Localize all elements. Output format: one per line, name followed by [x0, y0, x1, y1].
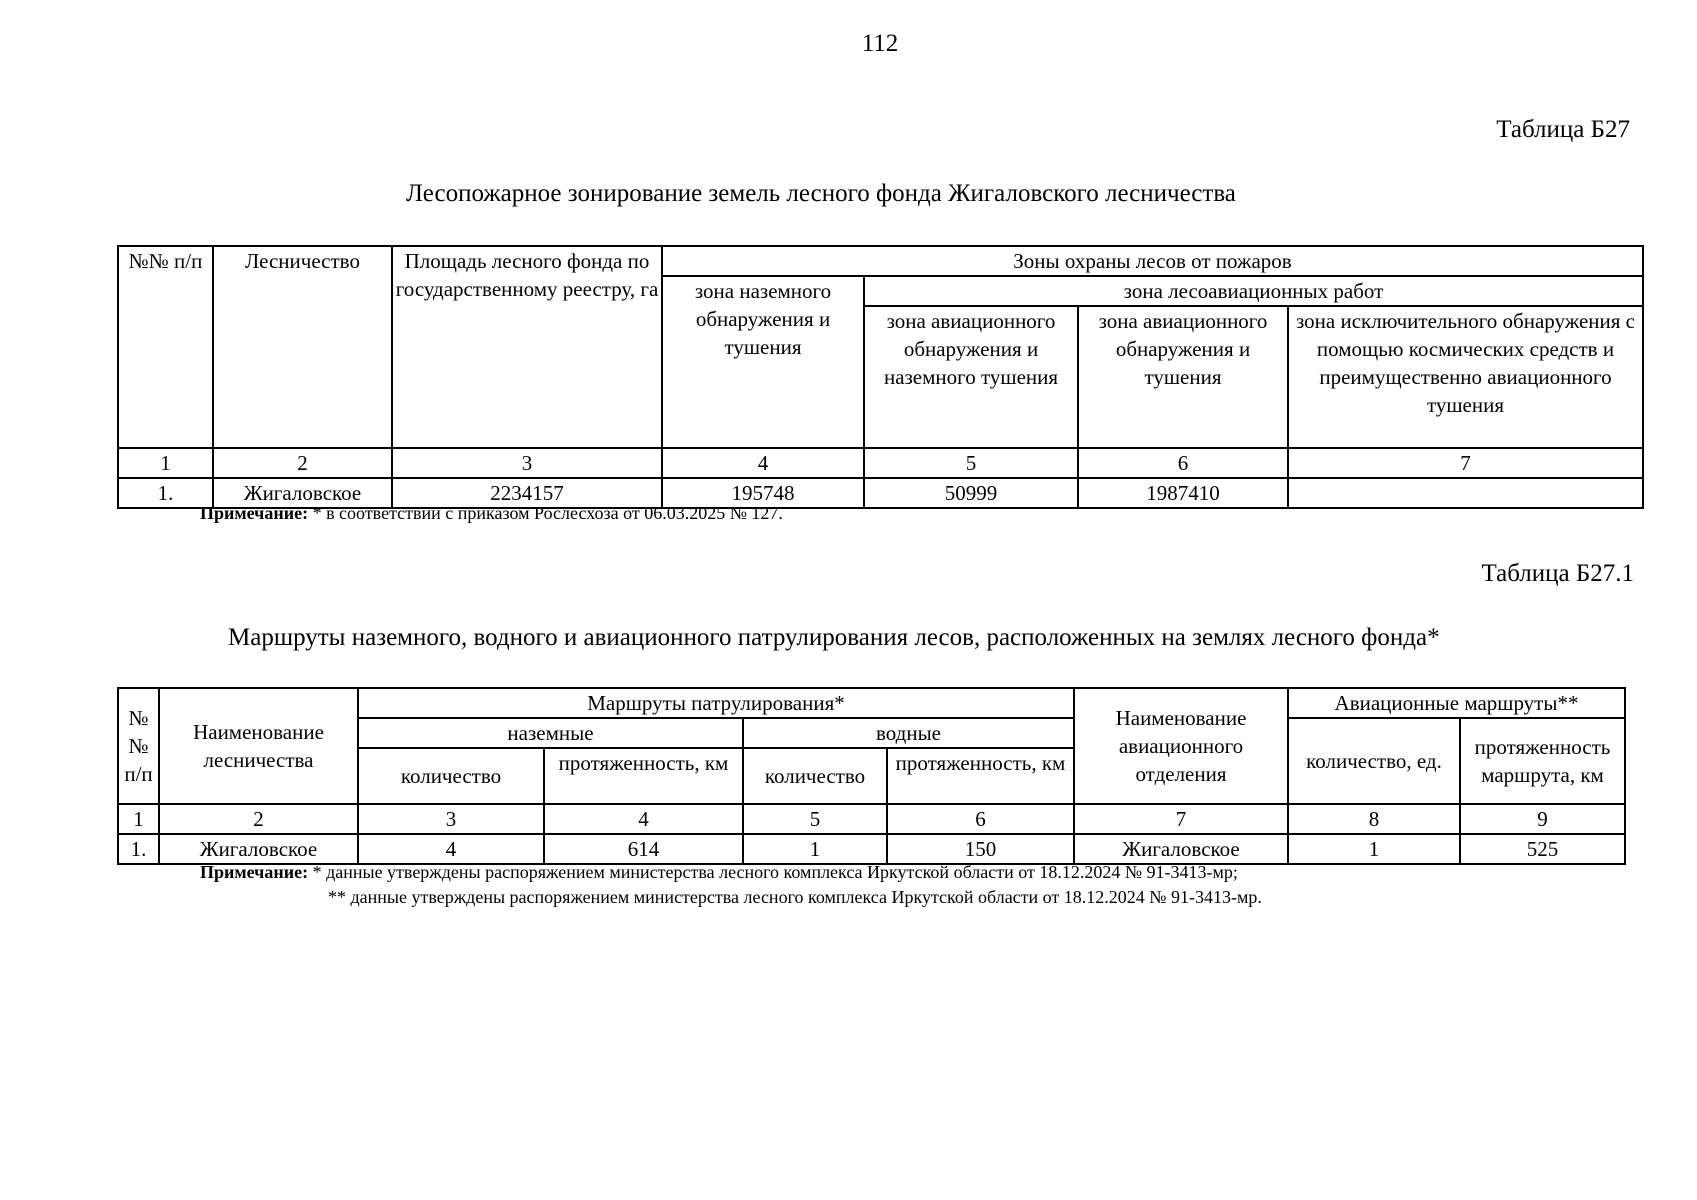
column-number-row — [118, 448, 1643, 478]
header-water-group: водные — [743, 718, 1074, 748]
header-ground-count: количество — [358, 748, 544, 804]
header-aviation-group: зона лесоавиационных работ — [864, 276, 1643, 306]
header-ground-zone: зона наземного обнаружения и тушения — [662, 276, 864, 448]
col-number: 6 — [1078, 448, 1288, 478]
header-water-count: количество — [743, 748, 887, 804]
table-cell: 1987410 — [1078, 478, 1288, 508]
table-cell: 1 — [1288, 834, 1460, 864]
col-number: 2 — [159, 804, 358, 834]
header-patrol-group: Маршруты патрулирования* — [358, 688, 1074, 718]
col-number: 5 — [864, 448, 1078, 478]
header-num: №№ п/п — [118, 246, 213, 448]
col-number: 1 — [118, 448, 213, 478]
table-title: Маршруты наземного, водного и авиационного патрулирования лесов, расположенных на землях лесного фонда* — [228, 624, 1440, 651]
header-num: № № п/п — [118, 688, 159, 804]
col-number: 3 — [392, 448, 662, 478]
page-number: 112 — [861, 30, 899, 57]
fire-zoning-table — [117, 245, 1644, 509]
table-cell: 50999 — [864, 478, 1078, 508]
header-area: Площадь лесного фонда по государственному реестру, га — [392, 246, 662, 448]
col-number: 7 — [1288, 448, 1643, 478]
header-ground-group: наземные — [358, 718, 743, 748]
table-note — [200, 862, 1238, 883]
col-number: 6 — [887, 804, 1074, 834]
table-row — [118, 834, 1625, 864]
col-number: 8 — [1288, 804, 1460, 834]
column-number-row — [118, 804, 1625, 834]
note-text: * в соответствии с приказом Рослесхоза от 06.03.2025 № 127. — [308, 503, 783, 523]
header-aviation-count: количество, ед. — [1288, 718, 1460, 804]
note-label: Примечание: — [200, 862, 309, 882]
col-number: 4 — [544, 804, 743, 834]
note-label: Примечание: — [200, 503, 309, 523]
table-cell: 1. — [118, 478, 213, 508]
table-cell: Жигаловское — [159, 834, 358, 864]
header-forestry-name: Наименование лесничества — [159, 688, 358, 804]
col-number: 7 — [1074, 804, 1288, 834]
table-cell: Жигаловское — [1074, 834, 1288, 864]
table-note-line2: ** данные утверждены распоряжением министерства лесного комплекса Иркутской области от 18.12.2024 № 91-3413-мр. — [328, 887, 1262, 907]
col-number: 3 — [358, 804, 544, 834]
col-number: 2 — [213, 448, 392, 478]
table-cell — [1288, 478, 1643, 508]
header-forestry: Лесничество — [213, 246, 392, 448]
table-cell: 1 — [743, 834, 887, 864]
header-water-length: протяженность, км — [887, 748, 1074, 804]
table-label: Таблица Б27 — [1496, 116, 1630, 143]
col-number: 9 — [1460, 804, 1625, 834]
table-cell: 195748 — [662, 478, 864, 508]
col-number: 4 — [662, 448, 864, 478]
table-cell: 150 — [887, 834, 1074, 864]
table-cell: 614 — [544, 834, 743, 864]
table-cell: Жигаловское — [213, 478, 392, 508]
header-ground-length: протяженность, км — [544, 748, 743, 804]
col-number: 5 — [743, 804, 887, 834]
table-cell: 525 — [1460, 834, 1625, 864]
header-aviation-zone: зона авиационного обнаружения и тушения — [1078, 306, 1288, 448]
table-label: Таблица Б27.1 — [1481, 560, 1634, 587]
header-space-zone: зона исключительного обнаружения с помощью космических средств и преимущественно авиационного тушения — [1288, 306, 1643, 448]
table-note — [200, 503, 783, 524]
table-cell: 1. — [118, 834, 159, 864]
table-cell: 4 — [358, 834, 544, 864]
header-aviation-group: Авиационные маршруты** — [1288, 688, 1625, 718]
header-aviation-ground-zone: зона авиационного обнаружения и наземного тушения — [864, 306, 1078, 448]
patrol-routes-table — [117, 687, 1626, 865]
col-number: 1 — [118, 804, 159, 834]
header-aviation-length: протяженность маршрута, км — [1460, 718, 1625, 804]
note-text: * данные утверждены распоряжением министерства лесного комплекса Иркутской области от 18.12.2024 № 91-3413-мр; — [308, 862, 1238, 882]
table-cell: 2234157 — [392, 478, 662, 508]
table-title: Лесопожарное зонирование земель лесного фонда Жигаловского лесничества — [406, 180, 1236, 207]
header-aviation-division: Наименование авиационного отделения — [1074, 688, 1288, 804]
header-zones-group: Зоны охраны лесов от пожаров — [662, 246, 1643, 276]
